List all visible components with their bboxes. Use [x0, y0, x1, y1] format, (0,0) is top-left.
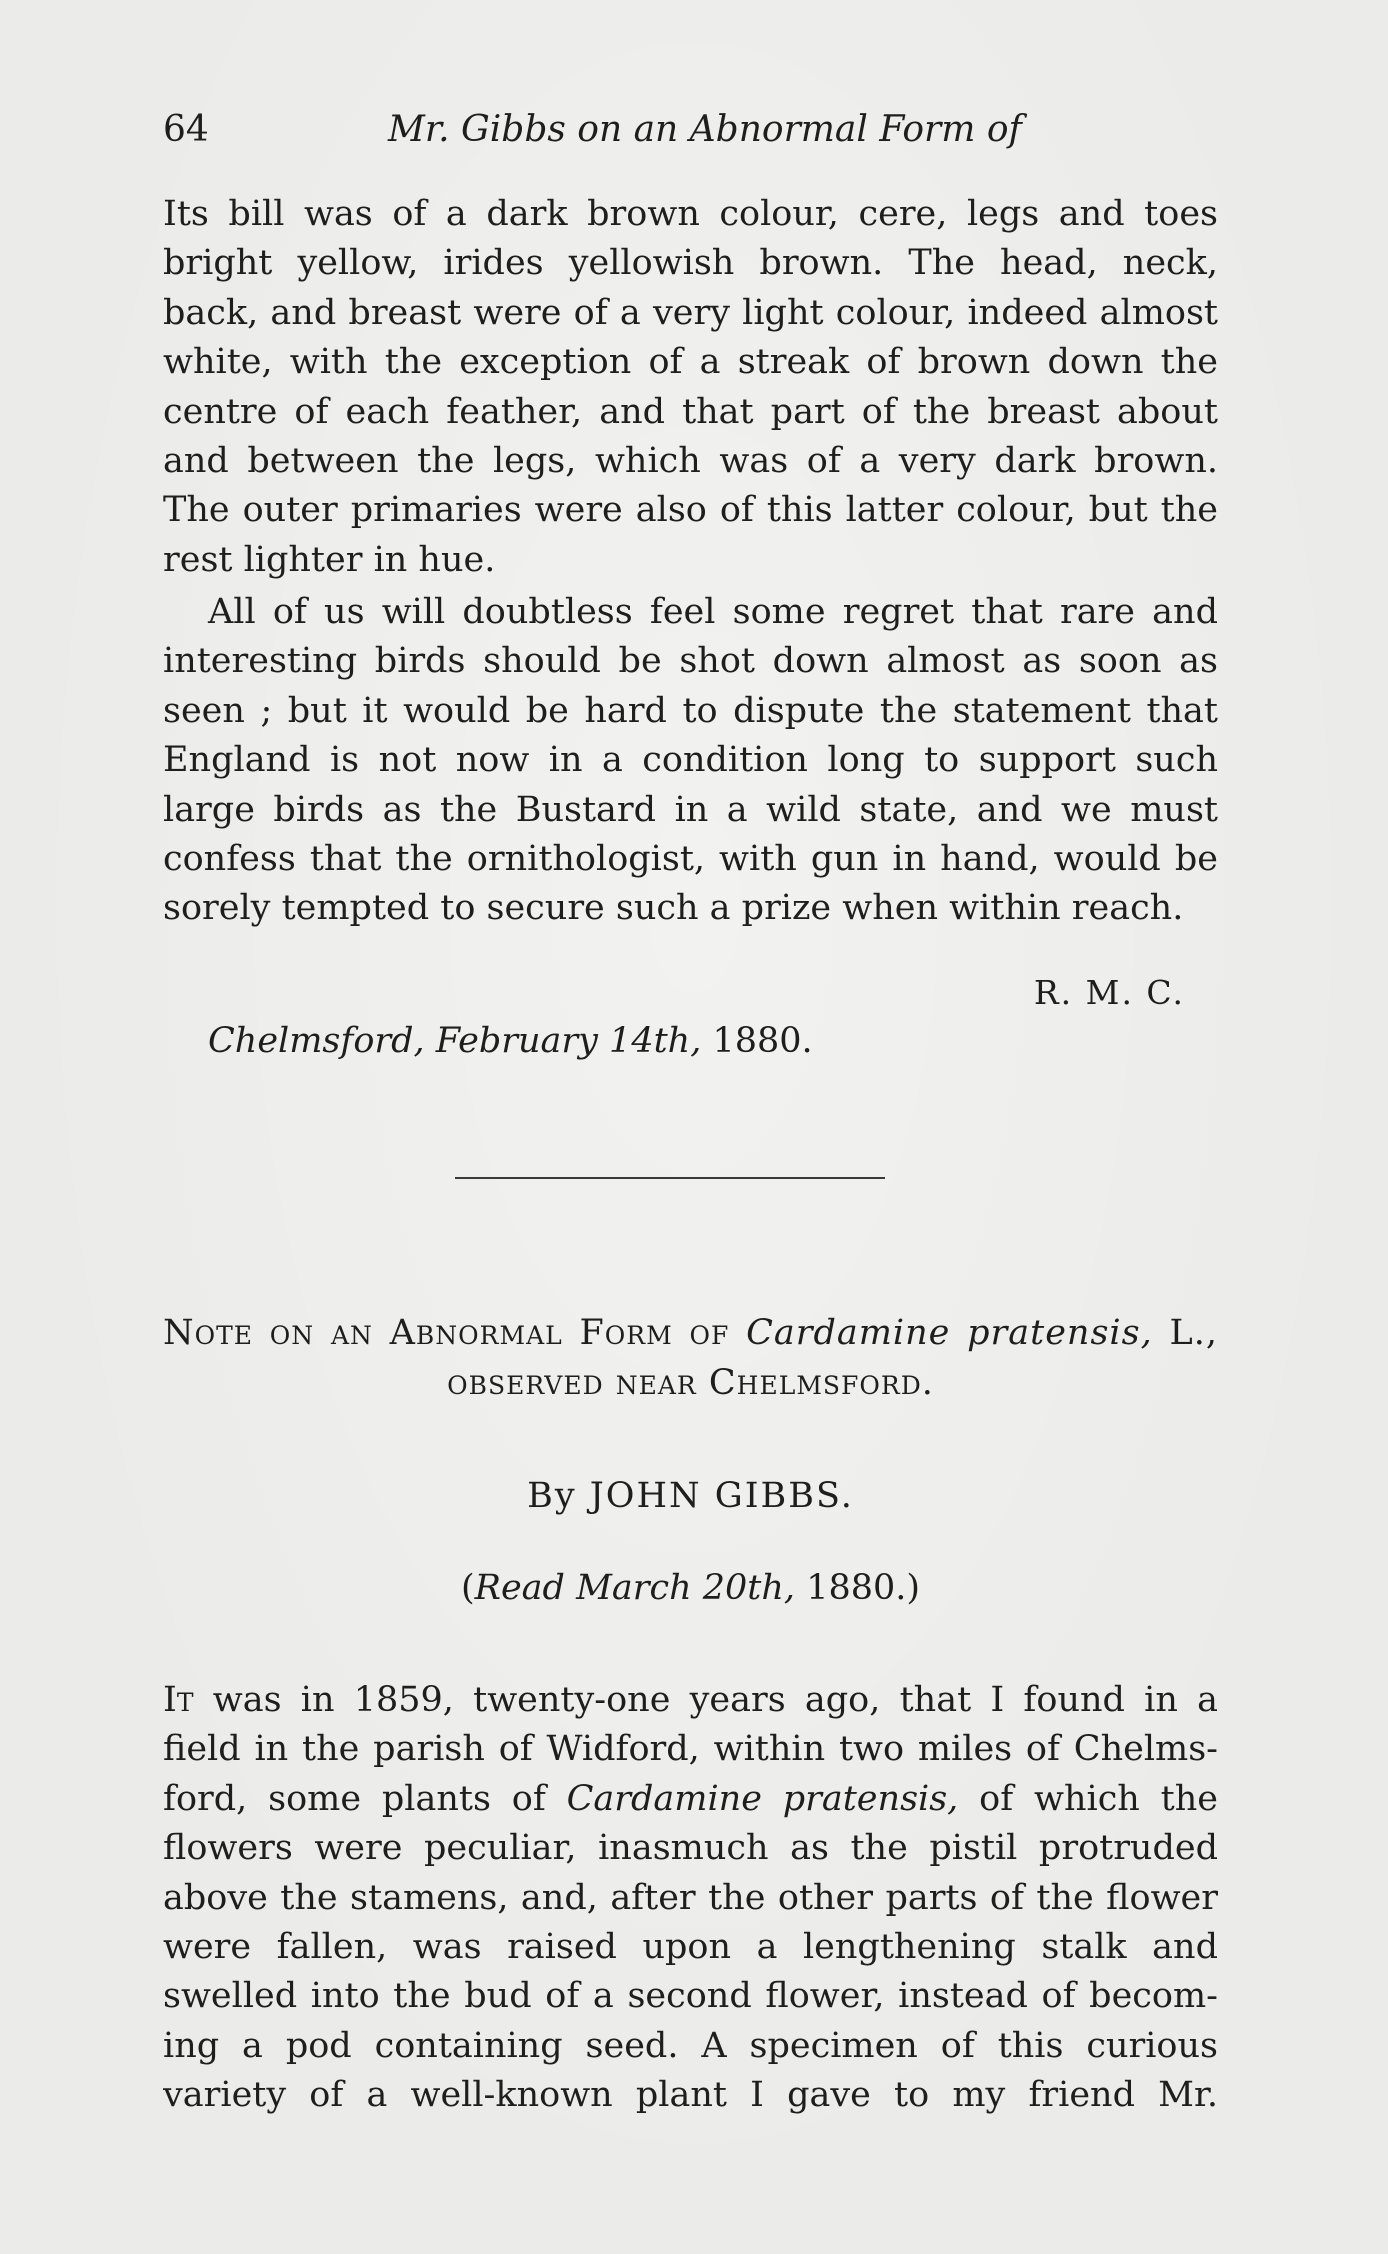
- continuation-paragraph: [163, 190, 1218, 585]
- title-lead: Note on an Abnormal Form of: [163, 1313, 730, 1353]
- text-line: England is not now in a condition long to support such: [163, 740, 1218, 781]
- body-paragraph: [163, 1676, 1218, 2121]
- text-line: field in the parish of Widford, within two miles of Chelms-: [163, 1729, 1218, 1770]
- dateline-year: 1880.: [712, 1021, 813, 1061]
- text-line: variety of a well-known plant I gave to my friend Mr.: [163, 2075, 1218, 2116]
- section-divider: [455, 1177, 885, 1179]
- article-title: [163, 1308, 1218, 1408]
- text-line: centre of each feather, and that part of the breast about: [163, 391, 1218, 432]
- drop-word: It: [163, 1680, 194, 1720]
- title-species: Cardamine pratensis,: [746, 1313, 1153, 1353]
- text-line: swelled into the bud of a second flower, instead of becom-: [163, 1976, 1218, 2017]
- read-note-year: 1880.): [806, 1568, 921, 1608]
- text-line: ing a pod containing seed. A specimen of this curious: [163, 2025, 1218, 2066]
- text-line: white, with the exception of a streak of brown down the: [163, 342, 1218, 383]
- dateline-place-date: Chelmsford, February 14th,: [208, 1021, 702, 1061]
- text-line: Its bill was of a dark brown colour, cere, legs and toes: [163, 194, 1218, 234]
- text-line: bright yellow, irides yellowish brown. The head, neck,: [163, 243, 1218, 284]
- article-title-line-1: [163, 1308, 1218, 1358]
- article-title-line-2: observed near Chelmsford.: [447, 1363, 934, 1403]
- text-line: The outer primaries were also of this latter colour, but the: [163, 490, 1218, 531]
- text-line: [163, 1775, 1218, 1824]
- line-rest: was in 1859, twenty-one years ago, that I found in a: [193, 1680, 1218, 1720]
- text-line: above the stamens, and, after the other parts of the flower: [163, 1877, 1218, 1918]
- running-head: [163, 100, 1218, 160]
- text-line: seen ; but it would be hard to dispute the statement that: [163, 690, 1218, 731]
- text-line: [163, 1676, 1218, 1725]
- text-line: interesting birds should be shot down almost as soon as: [163, 641, 1218, 682]
- text-line: flowers were peculiar, inasmuch as the pistil protruded: [163, 1828, 1218, 1869]
- read-note-date: Read March 20th,: [474, 1568, 796, 1608]
- text-line: rest lighter in hue.: [163, 539, 496, 580]
- paragraph-regret: [163, 588, 1218, 934]
- text-line: All of us will doubtless feel some regret that rare and: [208, 592, 1218, 632]
- text-line: large birds as the Bustard in a wild state, and we must: [163, 789, 1218, 830]
- species-name: Cardamine pratensis,: [566, 1778, 959, 1819]
- byline: By JOHN GIBBS.: [527, 1476, 854, 1516]
- text-line: back, and breast were of a very light colour, indeed almost: [163, 292, 1218, 333]
- line-end: of which the: [958, 1778, 1218, 1819]
- text-line: were fallen, was raised upon a lengthening stalk and: [163, 1926, 1218, 1967]
- line-start: ford, some plants of: [163, 1778, 567, 1819]
- text-line: sorely tempted to secure such a prize when within reach.: [163, 888, 1184, 929]
- title-authority: L.,: [1169, 1313, 1218, 1353]
- running-head-title: Mr. Gibbs on an Abnormal Form of: [388, 109, 1022, 150]
- author-initials: R. M. C.: [1033, 973, 1185, 1012]
- read-note-open: (: [460, 1568, 475, 1608]
- read-date-note: [163, 1560, 1218, 1616]
- text-line: and between the legs, which was of a very dark brown.: [163, 440, 1218, 481]
- text-line: confess that the ornithologist, with gun in hand, would be: [163, 838, 1218, 879]
- dateline: [208, 1016, 813, 1066]
- page-number: 64: [163, 109, 209, 150]
